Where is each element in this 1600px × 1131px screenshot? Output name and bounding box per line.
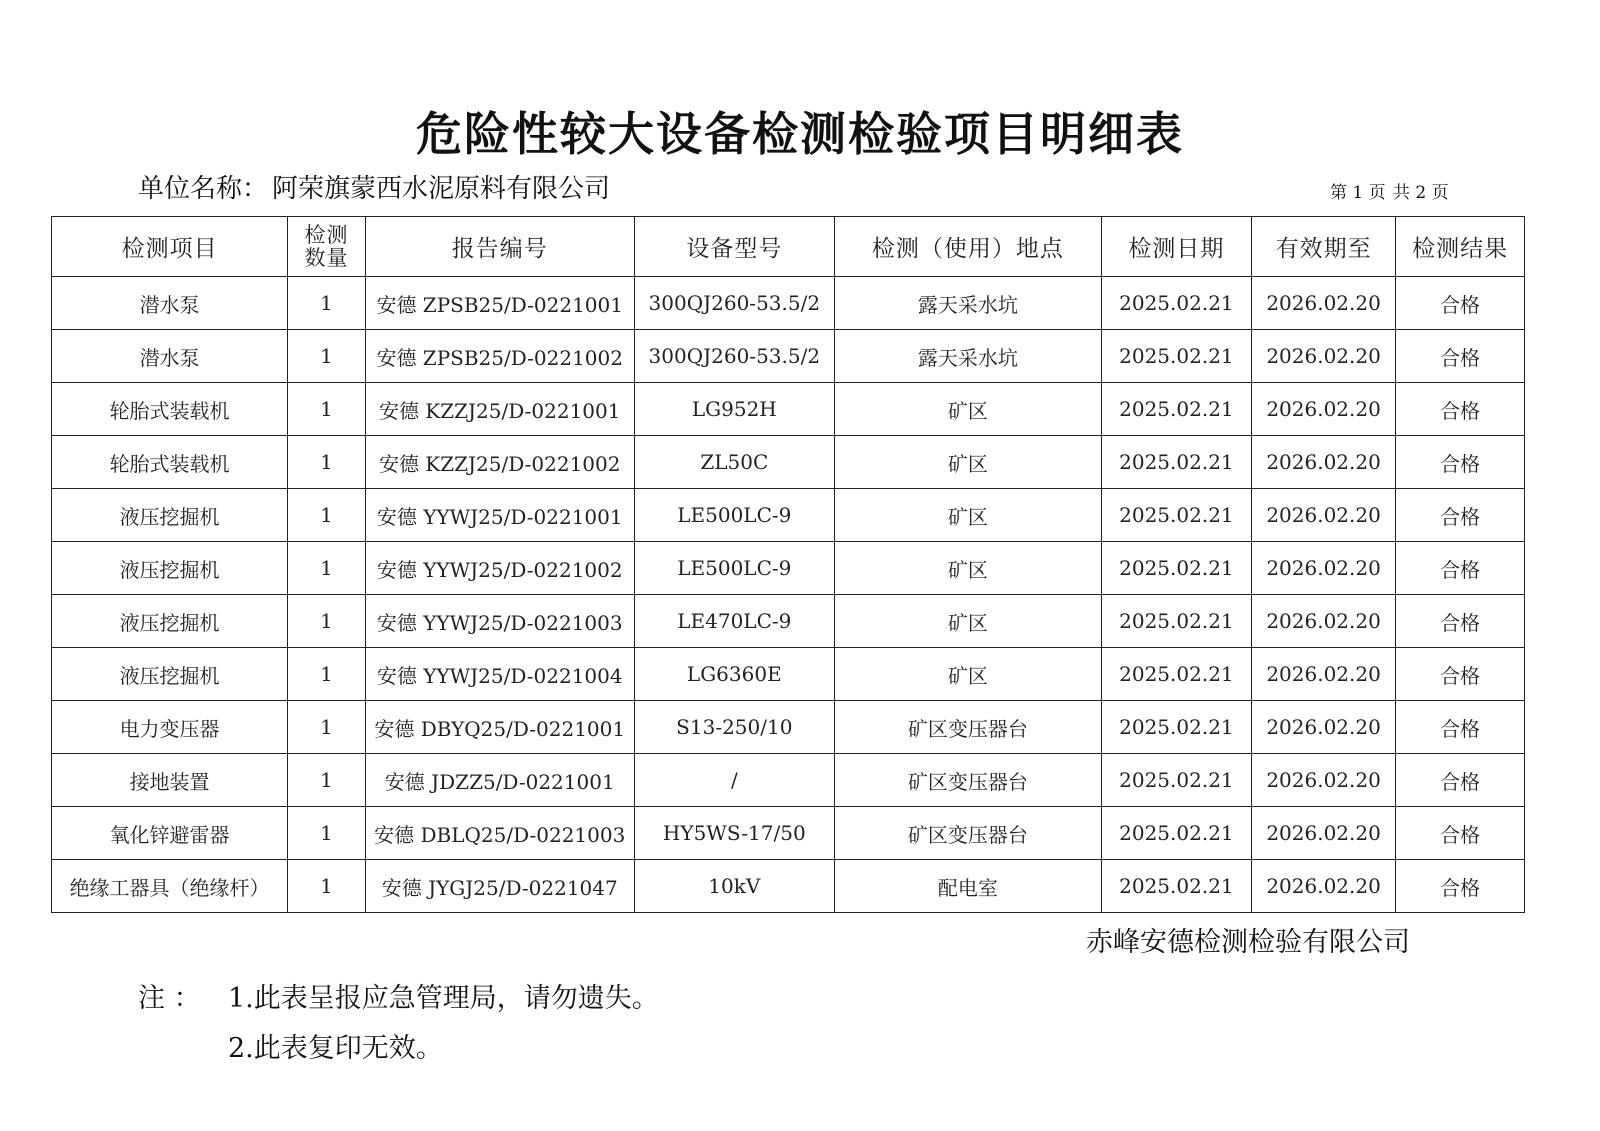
header-model: 设备型号: [634, 217, 834, 277]
table-row: [52, 489, 1525, 542]
cell-report: 安德 KZZJ25/D-0221002: [365, 436, 634, 489]
cell-item: 轮胎式装载机: [52, 436, 288, 489]
cell-qty: 1: [288, 383, 366, 436]
cell-item: 接地装置: [52, 754, 288, 807]
header-valid: 有效期至: [1252, 217, 1396, 277]
table-row: [52, 648, 1525, 701]
cell-report: 安德 KZZJ25/D-0221001: [365, 383, 634, 436]
cell-item: 潜水泵: [52, 330, 288, 383]
cell-report: 安德 YYWJ25/D-0221002: [365, 542, 634, 595]
cell-model: /: [634, 754, 834, 807]
cell-qty: 1: [288, 542, 366, 595]
cell-result: 合格: [1396, 860, 1525, 913]
cell-date: 2025.02.21: [1101, 860, 1251, 913]
unit-label: 单位名称：: [138, 174, 269, 204]
cell-result: 合格: [1396, 277, 1525, 330]
unit-name: 阿荣旗蒙西水泥原料有限公司: [272, 174, 611, 204]
unit-line: [138, 168, 610, 205]
cell-item: 轮胎式装载机: [52, 383, 288, 436]
cell-model: LE470LC-9: [634, 595, 834, 648]
note-item: 1.此表呈报应急管理局，请勿遗失。: [228, 983, 659, 1014]
cell-location: 矿区: [834, 648, 1101, 701]
cell-result: 合格: [1396, 754, 1525, 807]
cell-result: 合格: [1396, 542, 1525, 595]
cell-valid: 2026.02.20: [1252, 648, 1396, 701]
table-row: [52, 542, 1525, 595]
cell-item: 液压挖掘机: [52, 489, 288, 542]
cell-model: LE500LC-9: [634, 542, 834, 595]
cell-model: HY5WS-17/50: [634, 807, 834, 860]
cell-report: 安德 YYWJ25/D-0221003: [365, 595, 634, 648]
cell-qty: 1: [288, 489, 366, 542]
cell-qty: 1: [288, 807, 366, 860]
cell-valid: 2026.02.20: [1252, 754, 1396, 807]
cell-qty: 1: [288, 648, 366, 701]
document-title: 危险性较大设备检测检验项目明细表: [416, 107, 1184, 161]
cell-valid: 2026.02.20: [1252, 277, 1396, 330]
inspection-table: [51, 216, 1525, 913]
cell-location: 配电室: [834, 860, 1101, 913]
cell-location: 露天采水坑: [834, 330, 1101, 383]
cell-location: 矿区变压器台: [834, 701, 1101, 754]
cell-location: 露天采水坑: [834, 277, 1101, 330]
header-qty-line1: 检测: [304, 222, 349, 247]
cell-report: 安德 DBYQ25/D-0221001: [365, 701, 634, 754]
table-row: [52, 277, 1525, 330]
cell-model: ZL50C: [634, 436, 834, 489]
cell-model: 300QJ260-53.5/2: [634, 277, 834, 330]
cell-date: 2025.02.21: [1101, 595, 1251, 648]
header-date: 检测日期: [1101, 217, 1251, 277]
issuing-company: 赤峰安德检测检验有限公司: [1086, 927, 1410, 958]
page-indicator: [1330, 178, 1451, 203]
cell-qty: 1: [288, 701, 366, 754]
cell-report: 安德 YYWJ25/D-0221004: [365, 648, 634, 701]
table-row: [52, 807, 1525, 860]
cell-location: 矿区变压器台: [834, 807, 1101, 860]
cell-qty: 1: [288, 436, 366, 489]
cell-date: 2025.02.21: [1101, 807, 1251, 860]
cell-valid: 2026.02.20: [1252, 542, 1396, 595]
cell-item: 绝缘工器具（绝缘杆）: [52, 860, 288, 913]
cell-model: 10kV: [634, 860, 834, 913]
cell-report: 安德 ZPSB25/D-0221001: [365, 277, 634, 330]
cell-model: 300QJ260-53.5/2: [634, 330, 834, 383]
cell-item: 潜水泵: [52, 277, 288, 330]
cell-valid: 2026.02.20: [1252, 489, 1396, 542]
cell-qty: 1: [288, 330, 366, 383]
cell-date: 2025.02.21: [1101, 489, 1251, 542]
cell-date: 2025.02.21: [1101, 330, 1251, 383]
cell-qty: 1: [288, 860, 366, 913]
cell-model: LG6360E: [634, 648, 834, 701]
table-header-row: [52, 217, 1525, 277]
cell-item: 液压挖掘机: [52, 542, 288, 595]
page-current: 第 1 页: [1330, 183, 1386, 203]
cell-report: 安德 JDZZ5/D-0221001: [365, 754, 634, 807]
cell-qty: 1: [288, 595, 366, 648]
cell-item: 电力变压器: [52, 701, 288, 754]
table-row: [52, 860, 1525, 913]
cell-date: 2025.02.21: [1101, 648, 1251, 701]
cell-location: 矿区: [834, 595, 1101, 648]
header-item: 检测项目: [52, 217, 288, 277]
cell-result: 合格: [1396, 701, 1525, 754]
header-location: 检测（使用）地点: [834, 217, 1101, 277]
header-report: 报告编号: [365, 217, 634, 277]
cell-date: 2025.02.21: [1101, 383, 1251, 436]
table-body: [52, 277, 1525, 913]
cell-item: 液压挖掘机: [52, 648, 288, 701]
cell-location: 矿区: [834, 489, 1101, 542]
cell-location: 矿区: [834, 436, 1101, 489]
cell-result: 合格: [1396, 330, 1525, 383]
table-row: [52, 383, 1525, 436]
cell-result: 合格: [1396, 436, 1525, 489]
notes-label: 注 ：: [138, 983, 201, 1014]
cell-model: S13-250/10: [634, 701, 834, 754]
cell-report: 安德 JYGJ25/D-0221047: [365, 860, 634, 913]
cell-qty: 1: [288, 754, 366, 807]
header-qty-line2: 数量: [304, 245, 349, 270]
cell-date: 2025.02.21: [1101, 542, 1251, 595]
cell-location: 矿区: [834, 542, 1101, 595]
cell-report: 安德 DBLQ25/D-0221003: [365, 807, 634, 860]
table-row: [52, 330, 1525, 383]
cell-result: 合格: [1396, 648, 1525, 701]
cell-item: 液压挖掘机: [52, 595, 288, 648]
cell-date: 2025.02.21: [1101, 277, 1251, 330]
cell-valid: 2026.02.20: [1252, 383, 1396, 436]
table-row: [52, 436, 1525, 489]
note-item: 2.此表复印无效。: [228, 1033, 443, 1064]
table-row: [52, 754, 1525, 807]
cell-item: 氧化锌避雷器: [52, 807, 288, 860]
cell-date: 2025.02.21: [1101, 701, 1251, 754]
cell-result: 合格: [1396, 489, 1525, 542]
table-row: [52, 701, 1525, 754]
cell-valid: 2026.02.20: [1252, 860, 1396, 913]
cell-valid: 2026.02.20: [1252, 330, 1396, 383]
cell-model: LG952H: [634, 383, 834, 436]
cell-valid: 2026.02.20: [1252, 701, 1396, 754]
cell-model: LE500LC-9: [634, 489, 834, 542]
cell-location: 矿区变压器台: [834, 754, 1101, 807]
cell-result: 合格: [1396, 807, 1525, 860]
cell-valid: 2026.02.20: [1252, 807, 1396, 860]
header-qty: [288, 217, 366, 277]
cell-report: 安德 ZPSB25/D-0221002: [365, 330, 634, 383]
cell-report: 安德 YYWJ25/D-0221001: [365, 489, 634, 542]
cell-qty: 1: [288, 277, 366, 330]
header-result: 检测结果: [1396, 217, 1525, 277]
cell-result: 合格: [1396, 383, 1525, 436]
page-total: 共 2 页: [1393, 183, 1449, 203]
cell-location: 矿区: [834, 383, 1101, 436]
cell-result: 合格: [1396, 595, 1525, 648]
cell-date: 2025.02.21: [1101, 754, 1251, 807]
table-row: [52, 595, 1525, 648]
cell-valid: 2026.02.20: [1252, 436, 1396, 489]
cell-date: 2025.02.21: [1101, 436, 1251, 489]
cell-valid: 2026.02.20: [1252, 595, 1396, 648]
